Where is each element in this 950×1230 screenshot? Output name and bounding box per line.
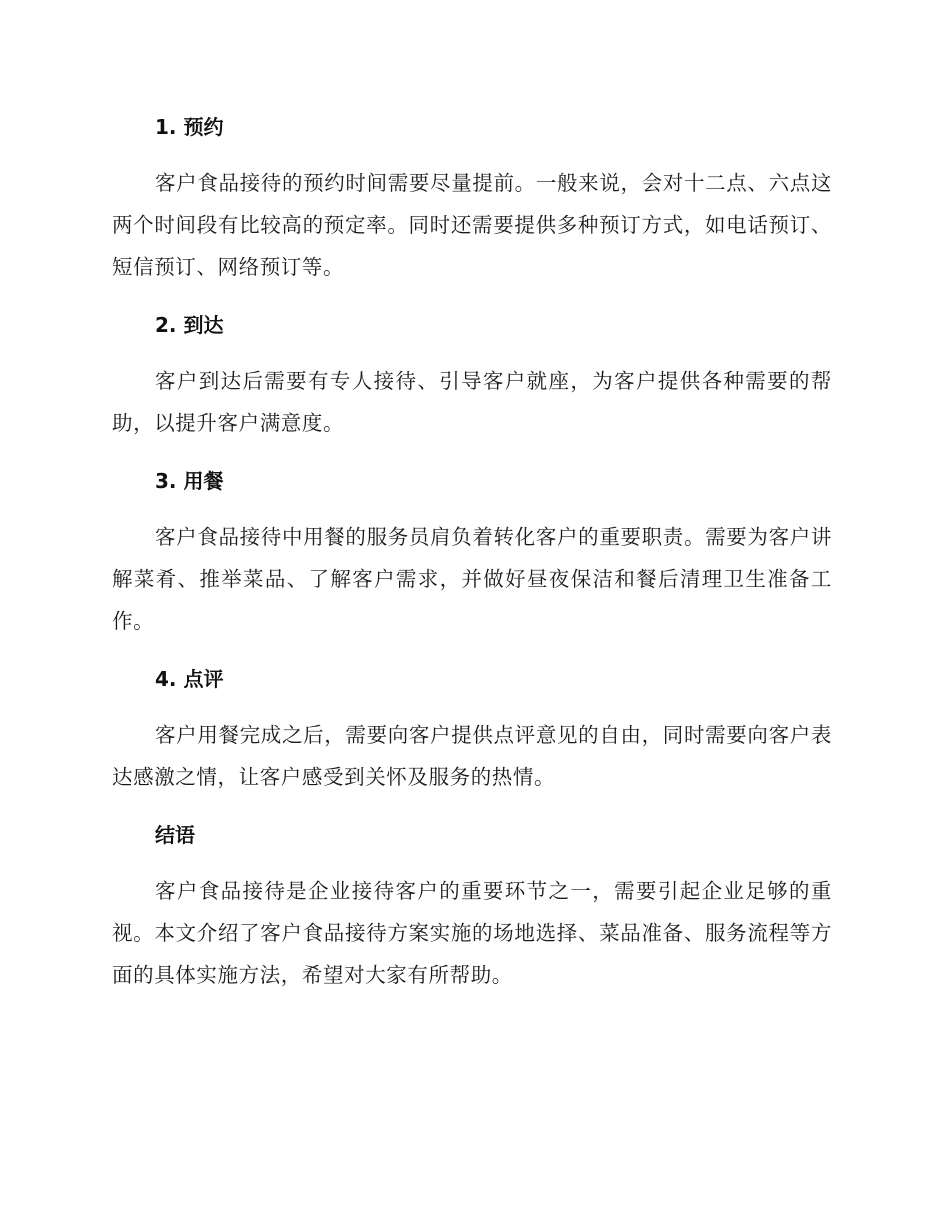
section-heading: 1. 预约 bbox=[155, 115, 224, 139]
section-paragraph: 客户用餐完成之后，需要向客户提供点评意见的自由，同时需要向客户表达感激之情，让客户感受到关怀及服务的热情。 bbox=[112, 723, 832, 789]
section-paragraph: 客户食品接待的预约时间需要尽量提前。一般来说，会对十二点、六点这两个时间段有比较高的预定率。同时还需要提供多种预订方式，如电话预订、短信预订、网络预订等。 bbox=[112, 171, 832, 279]
section-heading: 结语 bbox=[155, 823, 195, 847]
section-heading: 2. 到达 bbox=[155, 313, 224, 337]
section-dining bbox=[112, 462, 832, 642]
section-paragraph: 客户食品接待是企业接待客户的重要环节之一，需要引起企业足够的重视。本文介绍了客户食品接待方案实施的场地选择、菜品准备、服务流程等方面的具体实施方法，希望对大家有所帮助。 bbox=[112, 879, 832, 987]
section-booking bbox=[112, 108, 832, 288]
document-content bbox=[112, 108, 832, 1014]
section-review bbox=[112, 660, 832, 798]
section-heading: 4. 点评 bbox=[155, 667, 224, 691]
section-paragraph: 客户食品接待中用餐的服务员肩负着转化客户的重要职责。需要为客户讲解菜肴、推举菜品、了解客户需求，并做好昼夜保洁和餐后清理卫生准备工作。 bbox=[112, 525, 832, 633]
section-conclusion bbox=[112, 816, 832, 996]
section-arrival bbox=[112, 306, 832, 444]
section-heading: 3. 用餐 bbox=[155, 469, 224, 493]
section-paragraph: 客户到达后需要有专人接待、引导客户就座，为客户提供各种需要的帮助，以提升客户满意度。 bbox=[112, 369, 832, 435]
